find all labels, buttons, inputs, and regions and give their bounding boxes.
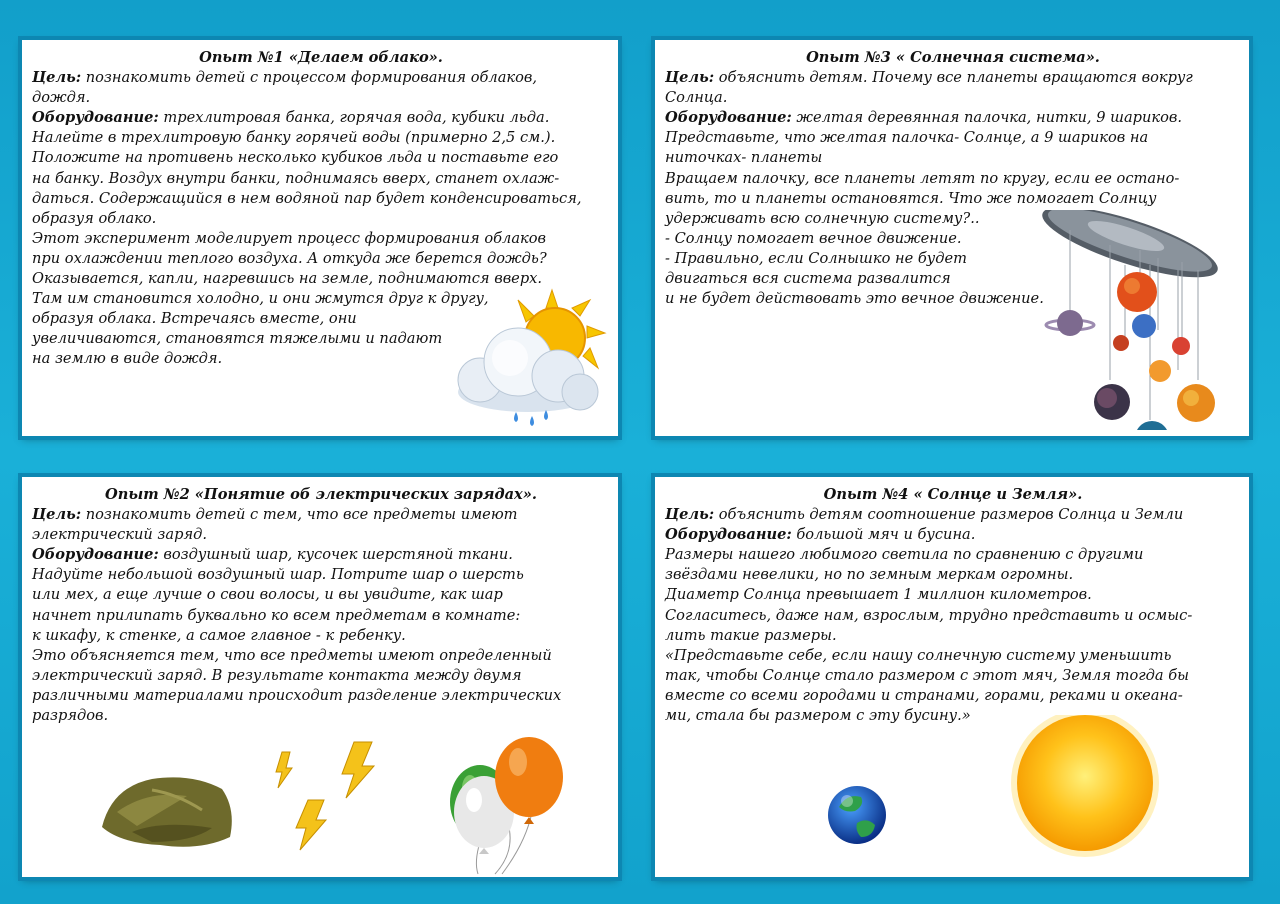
body-line: вместе со всеми городами и странами, горами, реками и океана- — [665, 686, 1183, 704]
body-line: - Правильно, если Солнышко не будет — [665, 249, 967, 267]
card-experiment-4 — [655, 477, 1249, 877]
body-line: «Представьте себе, если нашу солнечную систему уменьшить — [665, 646, 1172, 664]
goal-text: познакомить детей с тем, что все предметы имеют — [81, 506, 518, 524]
earth-icon — [828, 786, 886, 844]
body-line: звёздами невелики, но по земным меркам огромны. — [665, 566, 1074, 584]
body-line: Этот эксперимент моделирует процесс формирования облаков — [32, 229, 547, 247]
body-line: увеличиваются, становятся тяжелыми и падают — [32, 330, 443, 348]
balloon-icon — [450, 737, 563, 874]
body-line: электрический заряд. В результате контакта между двумя — [32, 666, 522, 684]
card-title: Опыт №1 «Делаем облако». — [199, 49, 443, 66]
body-line: так, чтобы Солнце стало размером с этот мяч, Земля тогда бы — [665, 666, 1190, 684]
body-line: образуя облака. Встречаясь вместе, они — [32, 310, 357, 328]
body-line: на банку. Воздух внутри банки, поднимаясь вверх, станет охлаж- — [32, 169, 560, 187]
raindrop-icon — [514, 410, 548, 426]
goal-label: Цель: — [32, 506, 82, 524]
body-line: Согласитесь, даже нам, взрослым, трудно представить и осмыс- — [665, 606, 1193, 624]
body-line: и не будет действовать это вечное движение. — [665, 290, 1044, 308]
body-line: образуя облако. — [32, 209, 157, 227]
goal-text-cont: Солнца. — [665, 89, 728, 107]
body-line: на землю в виде дождя. — [32, 350, 223, 368]
equipment-label: Оборудование: — [32, 546, 159, 564]
body-line: вить, то и планеты остановятся. Что же помогает Солнцу — [665, 189, 1157, 207]
body-line: к шкафу, к стенке, а самое главное - к ребенку. — [32, 626, 406, 644]
body-line: Размеры нашего любимого светила по сравнению с другими — [665, 546, 1144, 564]
equipment-label: Оборудование: — [665, 109, 792, 127]
body-line: Там им становится холодно, и они жмутся друг к другу, — [32, 290, 489, 308]
body-line: Надуйте небольшой воздушный шар. Потрите шар о шерсть — [32, 566, 524, 584]
body-line: - Солнцу помогает вечное движение. — [665, 229, 962, 247]
body-line: различными материалами происходит разделение электрических — [32, 686, 562, 704]
body-line: двигаться вся система развалится — [665, 270, 951, 288]
body-line: Оказывается, капли, нагревшись на земле, поднимаются вверх. — [32, 270, 543, 288]
body-line: разрядов. — [32, 707, 109, 725]
body-line: Положите на противень несколько кубиков льда и поставьте его — [32, 149, 559, 167]
body-line: ми, стала бы размером с эту бусину.» — [665, 707, 971, 725]
equipment-text: желтая деревянная палочка, нитки, 9 шариков. — [791, 109, 1183, 127]
goal-label: Цель: — [665, 506, 715, 524]
goal-label: Цель: — [665, 69, 715, 87]
goal-text: познакомить детей с процессом формирования облаков, — [81, 69, 538, 87]
body-line: Представьте, что желтая палочка- Солнце, а 9 шариков на — [665, 129, 1149, 147]
goal-text-cont: дождя. — [32, 89, 91, 107]
solar-system-mobile-icon — [1040, 210, 1240, 430]
body-line: Диаметр Солнца превышает 1 миллион километров. — [665, 586, 1092, 604]
lightning-icon — [276, 742, 374, 850]
body-line: при охлаждении теплого воздуха. А откуда же берется дождь? — [32, 249, 547, 267]
body-line: начнет прилипать буквально ко всем предметам в комнате: — [32, 606, 521, 624]
goal-text: объяснить детям. Почему все планеты вращаются вокруг — [714, 69, 1193, 87]
card-experiment-3 — [655, 40, 1249, 436]
body-line: даться. Содержащийся в нем водяной пар будет конденсироваться, — [32, 189, 582, 207]
card-experiment-1 — [22, 40, 618, 436]
equipment-label: Оборудование: — [32, 109, 159, 127]
static-electricity-illustration — [92, 732, 592, 877]
weather-illustration — [440, 288, 610, 430]
planet-icon — [1046, 310, 1094, 336]
equipment-text: трехлитровая банка, горячая вода, кубики льда. — [158, 109, 550, 127]
wool-cloth-icon — [102, 777, 232, 846]
equipment-text: большой мяч и бусина. — [791, 526, 976, 544]
body-line: Это объясняется тем, что все предметы имеют определенный — [32, 646, 552, 664]
card-title: Опыт №4 « Солнце и Земля». — [823, 486, 1083, 503]
goal-label: Цель: — [32, 69, 82, 87]
body-line: ниточках- планеты — [665, 149, 823, 167]
card-title: Опыт №3 « Солнечная система». — [806, 49, 1100, 66]
sun-earth-illustration — [815, 715, 1175, 875]
card-text — [32, 485, 610, 726]
body-line: или мех, а еще лучше о свои волосы, и вы увидите, как шар — [32, 586, 503, 604]
body-line: лить такие размеры. — [665, 626, 837, 644]
body-line: Вращаем палочку, все планеты летят по кругу, если ее остано- — [665, 169, 1180, 187]
card-title: Опыт №2 «Понятие об электрических зарядах». — [105, 486, 537, 503]
body-line: удерживать всю солнечную систему?.. — [665, 209, 980, 227]
equipment-label: Оборудование: — [665, 526, 792, 544]
equipment-text: воздушный шар, кусочек шерстяной ткани. — [158, 546, 513, 564]
card-experiment-2 — [22, 477, 618, 877]
goal-text-cont: электрический заряд. — [32, 526, 207, 544]
goal-text: объяснить детям соотношение размеров Солнца и Земли — [714, 506, 1184, 524]
body-line: Налейте в трехлитровую банку горячей воды (примерно 2,5 см.). — [32, 129, 556, 147]
sun-ball-icon — [1011, 715, 1159, 857]
card-text — [665, 485, 1241, 726]
